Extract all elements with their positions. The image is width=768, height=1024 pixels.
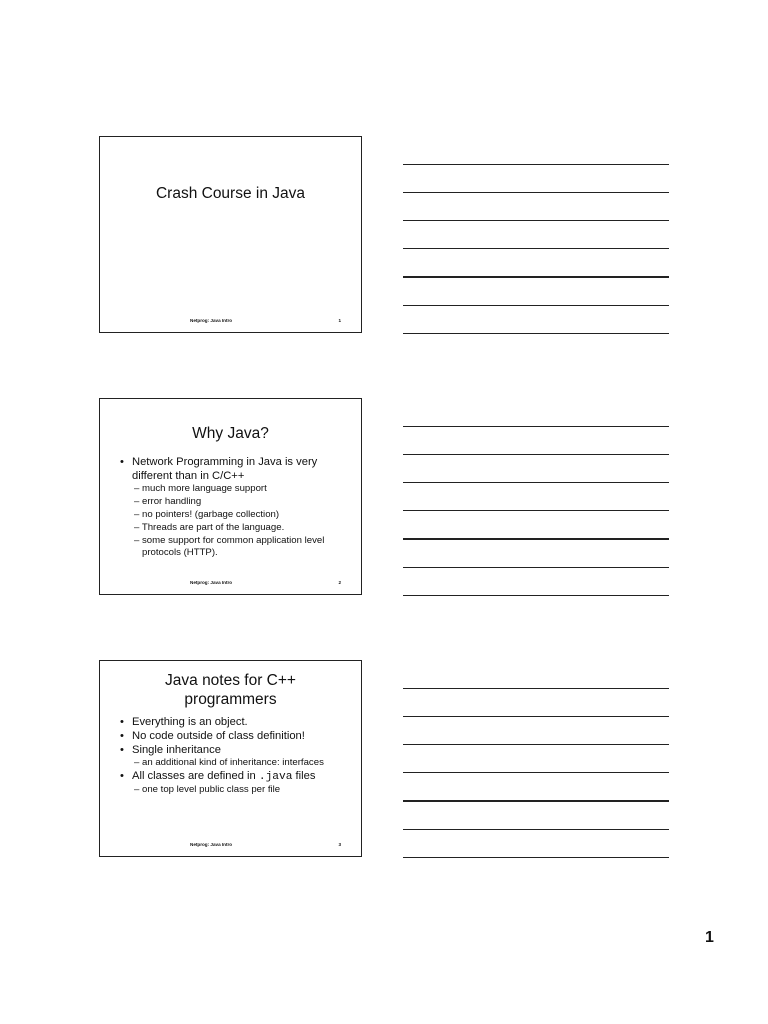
note-line — [403, 426, 669, 427]
code-text: .java — [258, 771, 293, 783]
note-line — [403, 716, 669, 717]
note-line — [403, 567, 669, 568]
note-line — [403, 248, 669, 249]
slide-number: 1 — [338, 318, 341, 323]
slide-1 — [99, 136, 362, 333]
bullet-list — [120, 715, 353, 796]
sub-bullet-item: – an additional kind of inheritance: interfaces — [134, 757, 324, 768]
slide-number: 3 — [338, 842, 341, 847]
note-line — [403, 510, 669, 511]
note-line — [403, 482, 669, 483]
sub-bullet-item: – Threads are part of the language. — [134, 522, 285, 533]
note-line — [403, 772, 669, 773]
slide-footer: Netprog: Java Intro — [190, 842, 233, 847]
sub-bullet-item: – some support for common application level protocols (HTTP). — [134, 535, 325, 558]
slide-footer: Netprog: Java Intro — [190, 318, 233, 323]
note-line — [403, 164, 669, 165]
slide-title: Why Java? — [192, 425, 269, 442]
note-line — [403, 276, 669, 278]
note-line — [403, 305, 669, 306]
note-line — [403, 744, 669, 745]
note-line — [403, 333, 669, 334]
bullet-item: • No code outside of class definition! — [120, 729, 353, 743]
slide-title: Java notes for C++ programmers — [165, 672, 296, 708]
page-number: 1 — [705, 929, 714, 946]
bullet-item: • Everything is an object. — [120, 715, 353, 729]
note-line — [403, 220, 669, 221]
bullet-item: • Single inheritance — [120, 743, 353, 757]
bullet-text: All classes are defined in — [132, 770, 259, 782]
note-line — [403, 857, 669, 858]
note-line — [403, 192, 669, 193]
note-line — [403, 454, 669, 455]
bullet-item: • Network Programming in Java is very different than in C/C++ — [120, 455, 353, 483]
sub-bullet-item: – no pointers! (garbage collection) — [134, 509, 280, 520]
note-line — [403, 688, 669, 689]
slide-title: Crash Course in Java — [155, 185, 306, 202]
note-line — [403, 595, 669, 596]
bullet-text: files — [292, 770, 316, 782]
note-line — [403, 800, 669, 802]
note-line — [403, 538, 669, 540]
sub-bullet-item: – much more language support — [134, 483, 267, 494]
slide-footer: Netprog: Java Intro — [190, 580, 233, 585]
slide-2 — [99, 398, 362, 595]
slide-number: 2 — [338, 580, 341, 585]
bullet-item — [120, 769, 353, 784]
note-line — [403, 829, 669, 830]
sub-bullet-item: – one top level public class per file — [134, 784, 281, 795]
slide-3 — [99, 660, 362, 857]
sub-bullet-item: – error handling — [134, 496, 202, 507]
bullet-list — [120, 455, 353, 559]
